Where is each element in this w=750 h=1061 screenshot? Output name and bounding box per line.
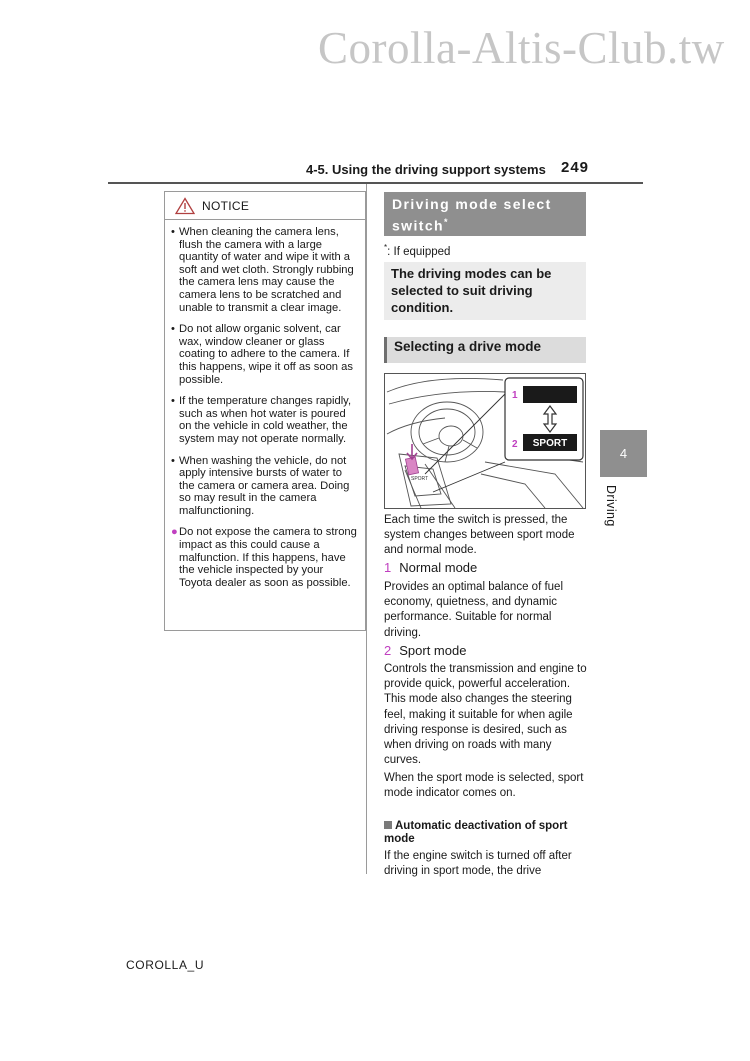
bullet: •: [171, 454, 175, 467]
callout-1: 1: [512, 390, 518, 401]
header-rule: [108, 182, 643, 184]
mode-2-heading: [384, 643, 466, 658]
notice-item-text: If the temperature changes rapidly, such as when hot water is poured on the vehicle in cold weather, the system may not operate normally.: [179, 395, 352, 445]
notice-title: NOTICE: [202, 198, 250, 213]
page-number: 249: [561, 159, 590, 176]
notice-item: [171, 455, 357, 518]
chapter-number: 4: [619, 446, 628, 461]
mode-1-number: 1: [384, 560, 392, 575]
auto-deactivation-title: Automatic deactivation of sport mode: [384, 820, 568, 845]
notice-item-text: When cleaning the camera lens, flush the camera with a large quantity of water and wipe it with a soft and wet cloth. Strongly rubbing the camera lens may cause the camera lens to be scratched and unable to transmit a clear image.: [179, 226, 354, 314]
magenta-bullet-icon: ●: [171, 526, 178, 539]
section-title: Driving mode select switch: [392, 196, 552, 234]
bullet: •: [171, 395, 175, 408]
notice-box: [164, 191, 366, 631]
mode-1-description: Provides an optimal balance of fuel economy, quietness, and dynamic performance. Suitable for normal driving.: [384, 581, 563, 639]
notice-item-text: Do not allow organic solvent, car wax, window cleaner or glass coating to adhere to the camera. If this happens, wipe it off as soon as possible.: [179, 323, 353, 386]
chapter-label: Driving: [604, 485, 618, 527]
notice-item: [171, 323, 357, 386]
auto-deactivation-text: If the engine switch is turned off after driving in sport mode, the drive: [384, 850, 572, 878]
section-summary: The driving modes can be selected to suit driving condition.: [384, 262, 586, 320]
column-divider: [366, 184, 367, 874]
intro-text: Each time the switch is pressed, the system changes between sport mode and normal mode.: [384, 514, 575, 557]
sport-indicator-label: SPORT: [532, 438, 568, 449]
notice-list: [165, 220, 365, 589]
footnote-mark: *: [384, 243, 388, 252]
warning-triangle-icon: [175, 197, 195, 215]
mode-2-name: Sport mode: [399, 643, 467, 658]
dashboard-drawing: [385, 374, 585, 508]
mode-2-number: 2: [384, 643, 392, 658]
square-bullet-icon: [384, 821, 392, 829]
footnote: [384, 243, 450, 258]
notice-item: [171, 395, 357, 445]
callout-2: 2: [512, 439, 518, 450]
footer-code: COROLLA_U: [126, 958, 205, 972]
switch-label: SPORT: [411, 476, 429, 482]
section-asterisk: *: [443, 217, 448, 227]
notice-item: [171, 226, 357, 314]
watermark: Corolla-Altis-Club.tw: [318, 23, 725, 73]
bullet: •: [171, 226, 175, 238]
notice-item-text: Do not expose the camera to strong impact as this could cause a malfunction. If this happens, have the vehicle inspected by your Toyota dealer as soon as possible.: [179, 526, 357, 589]
notice-item: [171, 526, 357, 589]
subheading: Selecting a drive mode: [384, 337, 586, 363]
chapter-tab: [600, 430, 647, 477]
auto-deactivation-heading: [384, 820, 588, 846]
section-title-bar: [384, 192, 586, 236]
mode-2-description: Controls the transmission and engine to provide quick, powerful acceleration. This mode also changes the steering feel, making it suitable for when agile driving response is desired, such as when driving on roads with many curves.: [384, 663, 587, 767]
bullet: •: [171, 323, 175, 336]
sport-indicator-note: When the sport mode is selected, sport mode indicator comes on.: [384, 772, 584, 800]
mode-1-name: Normal mode: [399, 560, 478, 575]
running-head: 4-5. Using the driving support systems: [306, 162, 546, 177]
dashboard-illustration: [384, 373, 586, 509]
footnote-text: : If equipped: [387, 245, 451, 258]
notice-item-text: When washing the vehicle, do not apply intensive bursts of water to the camera or camera area. Doing so may result in the camera malfunctioning.: [179, 454, 350, 517]
notice-header: [165, 192, 365, 220]
mode-1-heading: [384, 560, 477, 575]
